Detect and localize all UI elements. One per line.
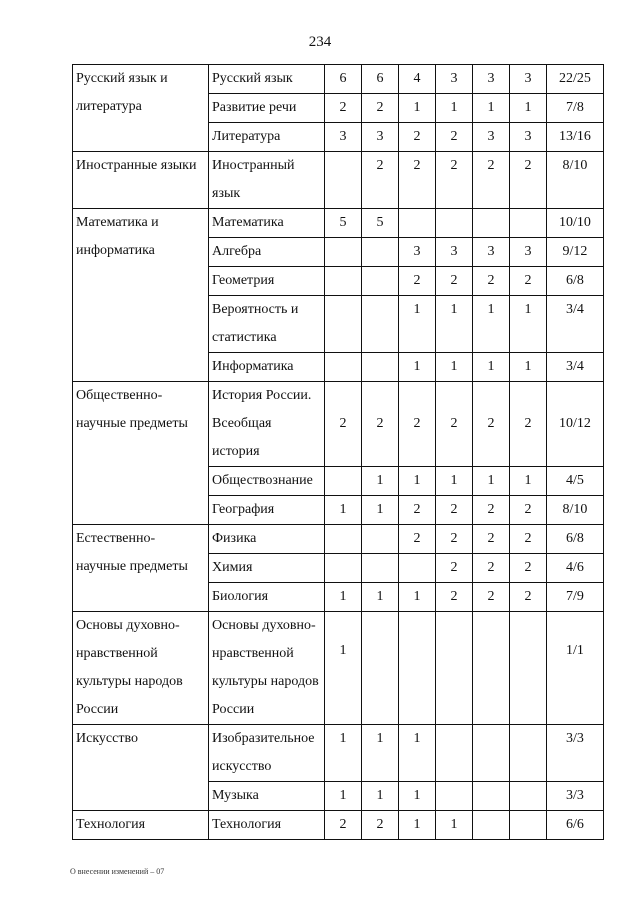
subject-label: Технология xyxy=(212,817,282,832)
hours-grade-8-cell: 2 xyxy=(436,583,473,612)
hours-grade-6-cell xyxy=(362,612,399,725)
hours-grade-6-cell: 2 xyxy=(362,152,399,209)
hours-grade-10-cell: 3 xyxy=(510,65,547,94)
hours-grade-5-cell: 2 xyxy=(325,94,362,123)
hours-grade-8-cell: 2 xyxy=(436,554,473,583)
hours-grade-7-cell: 2 xyxy=(399,382,436,467)
subject-area-cell xyxy=(73,525,209,612)
hours-grade-8-cell: 1 xyxy=(436,296,473,353)
subject-label: География xyxy=(212,502,275,517)
hours-grade-5-cell: 1 xyxy=(325,782,362,811)
hours-grade-5-cell: 1 xyxy=(325,612,362,725)
hours-grade-10-cell: 1 xyxy=(510,467,547,496)
hours-grade-9-cell: 2 xyxy=(473,525,510,554)
total-hours-cell: 8/10 xyxy=(547,496,604,525)
hours-grade-9-cell: 1 xyxy=(473,94,510,123)
hours-grade-6-cell xyxy=(362,554,399,583)
hours-grade-7-cell: 1 xyxy=(399,467,436,496)
hours-grade-10-cell: 1 xyxy=(510,353,547,382)
subject-cell xyxy=(209,811,325,840)
hours-grade-10-cell: 2 xyxy=(510,583,547,612)
table-row xyxy=(73,612,604,725)
hours-grade-6-cell: 1 xyxy=(362,467,399,496)
subject-area-cell xyxy=(73,725,209,811)
hours-grade-7-cell: 2 xyxy=(399,496,436,525)
hours-grade-7-cell: 2 xyxy=(399,525,436,554)
hours-grade-5-cell xyxy=(325,296,362,353)
subject-area-cell xyxy=(73,152,209,209)
hours-grade-8-cell xyxy=(436,725,473,782)
hours-grade-6-cell: 1 xyxy=(362,725,399,782)
subject-area-cell xyxy=(73,612,209,725)
subject-label: Основы духовно-нравственной культуры народов России xyxy=(212,618,319,717)
subject-label: Вероятность и статистика xyxy=(212,302,299,345)
hours-grade-8-cell: 1 xyxy=(436,467,473,496)
subject-area-label: Основы духовно-нравственной культуры народов России xyxy=(76,618,183,717)
subject-cell xyxy=(209,152,325,209)
hours-grade-6-cell xyxy=(362,238,399,267)
subject-label: Математика xyxy=(212,215,284,230)
subject-cell xyxy=(209,353,325,382)
total-hours-cell: 10/12 xyxy=(547,382,604,467)
table-row xyxy=(73,382,604,467)
hours-grade-8-cell: 2 xyxy=(436,382,473,467)
hours-grade-9-cell xyxy=(473,725,510,782)
hours-grade-5-cell: 2 xyxy=(325,811,362,840)
hours-grade-9-cell xyxy=(473,612,510,725)
hours-grade-9-cell: 2 xyxy=(473,382,510,467)
subject-label: Химия xyxy=(212,560,253,575)
hours-grade-10-cell: 2 xyxy=(510,554,547,583)
subject-label: Информатика xyxy=(212,359,294,374)
total-hours-cell: 6/6 xyxy=(547,811,604,840)
subject-area-label: Математика и информатика xyxy=(76,215,159,258)
page-number: 234 xyxy=(308,34,332,50)
hours-grade-6-cell: 6 xyxy=(362,65,399,94)
footer-note: О внесении изменений – 07 xyxy=(70,867,165,876)
subject-area-cell xyxy=(73,382,209,525)
subject-label: Иностранный язык xyxy=(212,158,295,201)
subject-area-cell xyxy=(73,65,209,152)
subject-cell xyxy=(209,267,325,296)
hours-grade-7-cell: 1 xyxy=(399,811,436,840)
hours-grade-10-cell: 2 xyxy=(510,525,547,554)
subject-cell xyxy=(209,496,325,525)
hours-grade-5-cell: 1 xyxy=(325,725,362,782)
subject-area-label: Иностранные языки xyxy=(76,158,197,173)
hours-grade-8-cell: 2 xyxy=(436,123,473,152)
hours-grade-7-cell xyxy=(399,209,436,238)
subject-label: Русский язык xyxy=(212,71,293,86)
hours-grade-10-cell xyxy=(510,782,547,811)
subject-cell xyxy=(209,725,325,782)
subject-label: Алгебра xyxy=(212,244,262,259)
hours-grade-5-cell: 6 xyxy=(325,65,362,94)
hours-grade-5-cell xyxy=(325,554,362,583)
subject-cell xyxy=(209,782,325,811)
hours-grade-9-cell xyxy=(473,811,510,840)
total-hours-cell: 10/10 xyxy=(547,209,604,238)
hours-grade-10-cell: 1 xyxy=(510,296,547,353)
hours-grade-8-cell: 2 xyxy=(436,525,473,554)
subject-area-label: Общественно-научные предметы xyxy=(76,388,188,431)
hours-grade-5-cell xyxy=(325,525,362,554)
hours-grade-10-cell: 2 xyxy=(510,267,547,296)
subject-area-label: Искусство xyxy=(76,731,138,746)
subject-cell xyxy=(209,209,325,238)
hours-grade-7-cell: 1 xyxy=(399,94,436,123)
total-hours-cell: 4/5 xyxy=(547,467,604,496)
hours-grade-9-cell: 3 xyxy=(473,123,510,152)
hours-grade-9-cell: 3 xyxy=(473,65,510,94)
hours-grade-10-cell: 3 xyxy=(510,123,547,152)
hours-grade-7-cell: 1 xyxy=(399,725,436,782)
subject-cell xyxy=(209,554,325,583)
hours-grade-5-cell: 3 xyxy=(325,123,362,152)
subject-cell xyxy=(209,382,325,467)
subject-label: Геометрия xyxy=(212,273,275,288)
total-hours-cell: 3/4 xyxy=(547,296,604,353)
total-hours-cell: 3/3 xyxy=(547,782,604,811)
subject-cell xyxy=(209,525,325,554)
hours-grade-9-cell: 1 xyxy=(473,353,510,382)
hours-grade-9-cell: 2 xyxy=(473,496,510,525)
hours-grade-6-cell: 1 xyxy=(362,583,399,612)
hours-grade-6-cell: 3 xyxy=(362,123,399,152)
hours-grade-10-cell: 3 xyxy=(510,238,547,267)
hours-grade-6-cell xyxy=(362,353,399,382)
hours-grade-9-cell: 1 xyxy=(473,296,510,353)
subject-label: Обществознание xyxy=(212,473,313,488)
subject-label: Биология xyxy=(212,589,269,604)
table-row xyxy=(73,811,604,840)
hours-grade-9-cell: 2 xyxy=(473,554,510,583)
hours-grade-6-cell: 2 xyxy=(362,382,399,467)
subject-cell xyxy=(209,467,325,496)
hours-grade-8-cell: 3 xyxy=(436,238,473,267)
hours-grade-6-cell: 1 xyxy=(362,782,399,811)
table-row xyxy=(73,209,604,238)
hours-grade-5-cell: 1 xyxy=(325,496,362,525)
total-hours-cell: 7/8 xyxy=(547,94,604,123)
subject-label: Литература xyxy=(212,129,281,144)
subject-label: Музыка xyxy=(212,788,259,803)
hours-grade-7-cell: 2 xyxy=(399,152,436,209)
hours-grade-5-cell: 1 xyxy=(325,583,362,612)
subject-cell xyxy=(209,612,325,725)
subject-label: История России. Всеобщая история xyxy=(212,388,312,459)
subject-cell xyxy=(209,238,325,267)
hours-grade-9-cell: 2 xyxy=(473,583,510,612)
hours-grade-5-cell xyxy=(325,267,362,296)
hours-grade-6-cell: 2 xyxy=(362,94,399,123)
hours-grade-8-cell: 2 xyxy=(436,496,473,525)
hours-grade-9-cell: 2 xyxy=(473,152,510,209)
subject-area-cell xyxy=(73,209,209,382)
subject-area-label: Русский язык и литература xyxy=(76,71,168,114)
hours-grade-9-cell: 2 xyxy=(473,267,510,296)
hours-grade-5-cell xyxy=(325,238,362,267)
hours-grade-6-cell xyxy=(362,296,399,353)
hours-grade-7-cell: 1 xyxy=(399,353,436,382)
hours-grade-7-cell: 3 xyxy=(399,238,436,267)
hours-grade-6-cell: 5 xyxy=(362,209,399,238)
hours-grade-8-cell: 1 xyxy=(436,94,473,123)
hours-grade-8-cell: 1 xyxy=(436,353,473,382)
hours-grade-10-cell xyxy=(510,725,547,782)
hours-grade-8-cell: 3 xyxy=(436,65,473,94)
table-row xyxy=(73,65,604,94)
hours-grade-9-cell xyxy=(473,782,510,811)
table-row xyxy=(73,725,604,782)
hours-grade-9-cell: 1 xyxy=(473,467,510,496)
hours-grade-8-cell: 2 xyxy=(436,152,473,209)
hours-grade-10-cell xyxy=(510,811,547,840)
curriculum-table-body xyxy=(73,65,604,840)
hours-grade-8-cell xyxy=(436,209,473,238)
hours-grade-7-cell: 4 xyxy=(399,65,436,94)
hours-grade-7-cell: 1 xyxy=(399,583,436,612)
total-hours-cell: 1/1 xyxy=(547,612,604,725)
subject-area-cell xyxy=(73,811,209,840)
subject-label: Развитие речи xyxy=(212,100,297,115)
hours-grade-5-cell: 5 xyxy=(325,209,362,238)
total-hours-cell: 13/16 xyxy=(547,123,604,152)
total-hours-cell: 9/12 xyxy=(547,238,604,267)
total-hours-cell: 3/3 xyxy=(547,725,604,782)
hours-grade-10-cell xyxy=(510,612,547,725)
hours-grade-10-cell: 2 xyxy=(510,496,547,525)
hours-grade-10-cell: 2 xyxy=(510,382,547,467)
table-row xyxy=(73,152,604,209)
hours-grade-7-cell: 1 xyxy=(399,782,436,811)
hours-grade-10-cell: 1 xyxy=(510,94,547,123)
subject-cell xyxy=(209,65,325,94)
hours-grade-9-cell: 3 xyxy=(473,238,510,267)
subject-area-label: Естественно-научные предметы xyxy=(76,531,188,574)
total-hours-cell: 7/9 xyxy=(547,583,604,612)
subject-cell xyxy=(209,123,325,152)
hours-grade-8-cell: 2 xyxy=(436,267,473,296)
table-row xyxy=(73,525,604,554)
subject-cell xyxy=(209,296,325,353)
hours-grade-10-cell xyxy=(510,209,547,238)
hours-grade-8-cell xyxy=(436,612,473,725)
hours-grade-7-cell xyxy=(399,612,436,725)
hours-grade-9-cell xyxy=(473,209,510,238)
hours-grade-7-cell: 2 xyxy=(399,267,436,296)
hours-grade-7-cell: 2 xyxy=(399,123,436,152)
subject-label: Физика xyxy=(212,531,257,546)
hours-grade-8-cell xyxy=(436,782,473,811)
hours-grade-5-cell xyxy=(325,353,362,382)
hours-grade-5-cell xyxy=(325,152,362,209)
subject-cell xyxy=(209,583,325,612)
hours-grade-5-cell: 2 xyxy=(325,382,362,467)
hours-grade-10-cell: 2 xyxy=(510,152,547,209)
total-hours-cell: 22/25 xyxy=(547,65,604,94)
subject-cell xyxy=(209,94,325,123)
hours-grade-6-cell xyxy=(362,525,399,554)
hours-grade-7-cell: 1 xyxy=(399,296,436,353)
hours-grade-6-cell: 2 xyxy=(362,811,399,840)
total-hours-cell: 6/8 xyxy=(547,267,604,296)
total-hours-cell: 4/6 xyxy=(547,554,604,583)
hours-grade-8-cell: 1 xyxy=(436,811,473,840)
hours-grade-6-cell: 1 xyxy=(362,496,399,525)
subject-label: Изобразительное искусство xyxy=(212,731,315,774)
curriculum-table xyxy=(72,64,604,840)
hours-grade-7-cell xyxy=(399,554,436,583)
subject-area-label: Технология xyxy=(76,817,146,832)
total-hours-cell: 8/10 xyxy=(547,152,604,209)
hours-grade-5-cell xyxy=(325,467,362,496)
hours-grade-6-cell xyxy=(362,267,399,296)
total-hours-cell: 6/8 xyxy=(547,525,604,554)
total-hours-cell: 3/4 xyxy=(547,353,604,382)
